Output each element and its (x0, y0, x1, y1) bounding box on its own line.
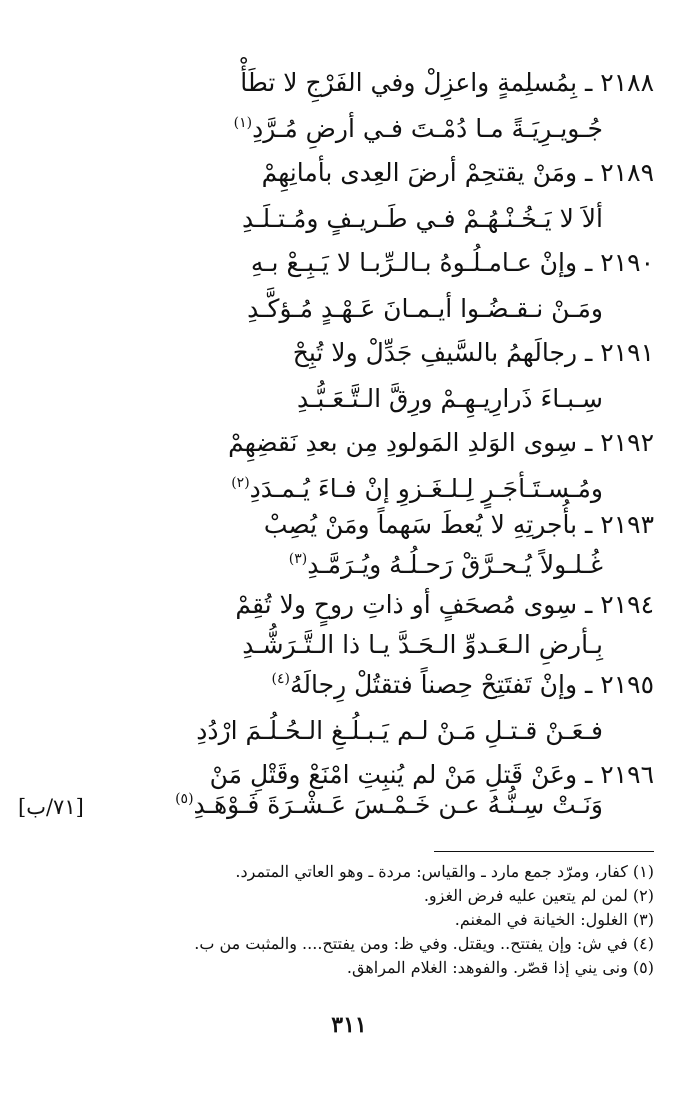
verse-first-hemistich: ٢١٩٦ ـ وعَنْ قَتلِ مَنْ لم يُنبِتِ امْنَعْ وقَتْلِ مَنْ (209, 760, 654, 789)
footnote-4: (٤) في ش: وإن يفتتح.. ويقتل. وفي ظ: ومن يفتتح.... والمثبت من ب. (194, 934, 654, 953)
footnote-divider (434, 851, 654, 852)
verse-first-hemistich-text: ٢١٩٥ ـ وإنْ تَفتَتِحْ حِصناً فتقتُلْ رِجالَهُ (289, 670, 654, 699)
verse-first-hemistich: ٢١٩٤ ـ سِوى مُصحَفٍ أو ذاتِ روحٍ ولا تُقِمْ (235, 590, 654, 619)
verse-second-hemistich: سِـبـاءَ ذَرارِيـهِـمْ ورِقَّ الـتَّـعَـبُّـدِ (296, 384, 603, 413)
footnote-2: (٢) لمن لم يتعين عليه فرض الغزو. (423, 886, 654, 905)
verse-first-hemistich: ٢١٨٩ ـ ومَنْ يقتحِمْ أرضَ العِدى بأمانِهِمْ (261, 158, 654, 187)
folio-mark: [٧١/ب] (18, 795, 84, 819)
verse-second-hemistich: ألاَ لا يَـخُـنْـهُـمْ فـي طَـريـفٍ ومُـتـلَـدِ (242, 204, 603, 233)
page-number: ٣١١ (331, 1012, 367, 1038)
verse-second-hemistich (234, 112, 603, 150)
verse-second-hemistich: فـعَـنْ قـتـلِ مَـنْ لـم يَـبـلُـغِ الـحُـلُـمَ ارْدُدِ (196, 716, 603, 745)
footnote-ref: (١) (233, 115, 253, 131)
footnote-ref: (٥) (175, 791, 194, 807)
verse-first-hemistich: ٢١٩١ ـ رجالَهمُ بالسَّيفِ جَدِّلْ ولا تُبِحْ (292, 338, 654, 367)
verse-second-hemistich (175, 788, 603, 826)
verse-second-hemistich: بِـأرضِ الـعَـدوِّ الـحَـدَّ يـا ذا الـتَّـرَشُّـدِ (242, 630, 603, 659)
verse-first-hemistich: ٢١٨٨ ـ بِمُسلِمةٍ واعزِلْ وفي الفَرْجِ لا تطَأْ (240, 68, 654, 97)
verse-second-hemistich (289, 548, 603, 586)
verse-first-hemistich: ٢١٩٢ ـ سِوى الوَلدِ المَولودِ مِن بعدِ نَقضِهِمْ (228, 428, 654, 457)
verse-second-hemistich (231, 472, 603, 510)
verse-first-hemistich (272, 668, 654, 706)
verse-second-hemistich-text: وَنَـتْ سِـنُّـهُ عـن خَـمْـسَ عَـشْـرَةَ فَـوْهَـدِ (193, 790, 603, 819)
footnote-ref: (٢) (231, 475, 250, 491)
footnotes (40, 860, 654, 980)
verse-first-hemistich: ٢١٩٣ ـ بأُجرتِهِ لا يُعطَ سَهماً ومَنْ يُصِبْ (263, 510, 654, 539)
footnote-ref: (٤) (271, 671, 290, 687)
verse-second-hemistich-text: ومُـسـتَـأجَـرٍ لِـلـغَـزوِ إنْ فـاءَ يُـمـدَدِ (249, 474, 603, 503)
verse-first-hemistich: ٢١٩٠ ـ وإنْ عـامـلُـوهُ بـالـرِّبـا لا يَـبِـعْ بـهِ (250, 248, 654, 277)
footnote-ref: (٣) (288, 551, 308, 567)
verse-second-hemistich-text: جُـويـرِيَـةً مـا دُمْـتَ فـي أرضِ مُـرَّدِ (252, 114, 603, 143)
footnote-1: (١) كفار، ومرّد جمع مارد ـ والقياس: مردة ـ وهو العاتي المتمرد. (235, 862, 654, 881)
footnote-5: (٥) ونى يني إذا قصّر. والفوهد: الغلام المراهق. (346, 958, 654, 977)
footnote-3: (٣) الغلول: الخيانة في المغنم. (454, 910, 654, 929)
verse-second-hemistich: ومَـنْ نـقـضُـوا أيـمـانَ عَـهْـدٍ مُـؤكَّـدِ (247, 294, 603, 323)
verse-second-hemistich-text: غُـلـولاً يُـحـرَّقْ رَحـلُـهُ ويُـرَمَّـدِ (307, 550, 603, 579)
